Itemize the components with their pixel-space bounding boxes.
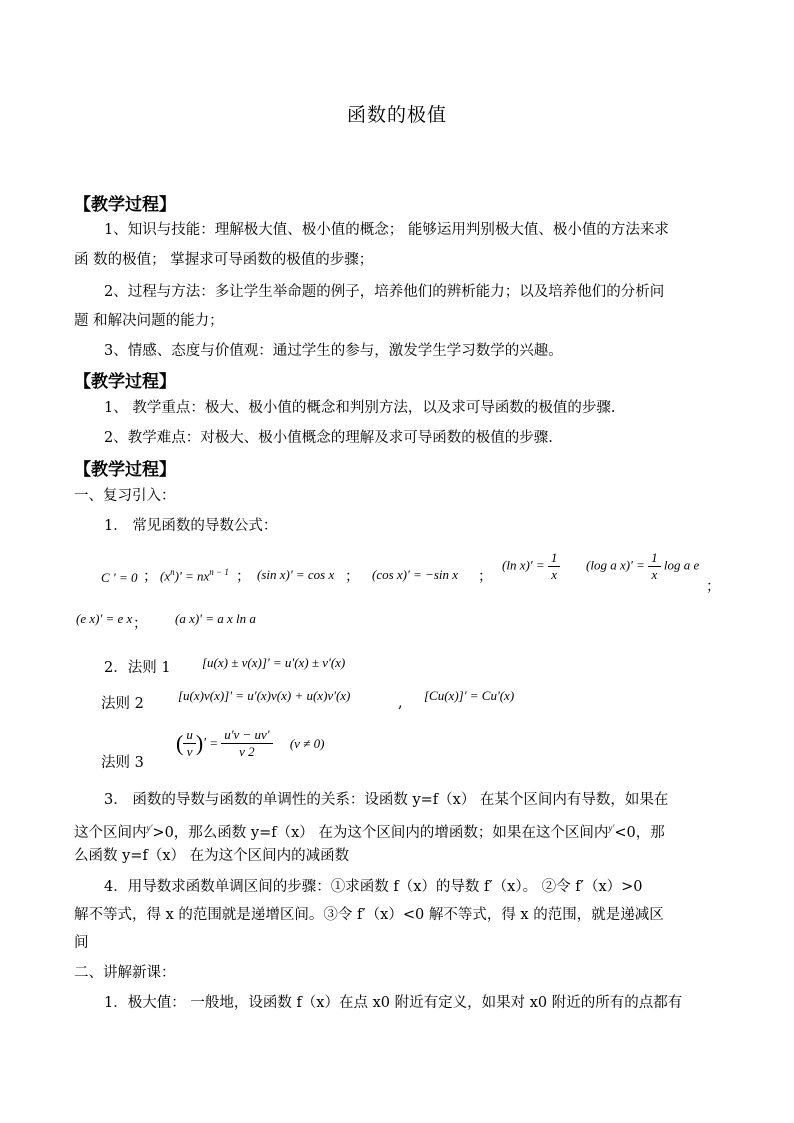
newlesson-heading: 二、讲解新课： [74, 965, 176, 981]
goal-3: 3、情感、态度与价值观：通过学生的参与，激发学生学习数学的兴趣。 [104, 343, 563, 359]
separator: ； [236, 569, 251, 585]
formula-constant: C ' = 0 [101, 570, 138, 585]
goal-2-line-1: 2、过程与方法：多让学生举命题的例子，培养他们的辨析能力；以及培养他们的分析问 [104, 284, 665, 300]
review-item-1: 1． 常见函数的导数公式： [104, 518, 278, 534]
focus-1: 1、 教学重点：极大、极小值的概念和判别方法，以及求可导函数的极值的步骤. [104, 400, 616, 416]
section-heading-1: 【教学过程】 [74, 195, 176, 215]
separator: ； [133, 616, 148, 632]
section-heading-3: 【教学过程】 [74, 460, 176, 480]
separator: ； [143, 569, 158, 585]
review-item-4-line-3: 间 [74, 935, 89, 951]
rule-2-formula-a: [u(x)v(x)]' = u'(x)v(x) + u(x)v'(x) [178, 688, 351, 703]
review-item-3-line-2: 这个区间内$^{y'}$>0，那么函数 y=f（x） 在为这个区间内的增函数；如果在这个区间内$^{y'}$<0，那 [74, 823, 665, 841]
rule-3-label: 法则 3 [101, 755, 144, 771]
formula-ax: (a x)' = a x ln a [175, 611, 256, 626]
review-item-3-line-1: 3． 函数的导数与函数的单调性的关系：设函数 y=f（x） 在某个区间内有导数，如果在 [104, 792, 669, 808]
separator: ； [706, 579, 721, 595]
formula-exp: (e x)' = e x [76, 611, 133, 626]
rule-3-formula: ( $\frac{u}{v}$ )' = $\frac{u'v - uv'}{v 2}$ (v ≠ 0) [176, 727, 325, 759]
separator: ； [478, 569, 493, 585]
focus-2: 2、教学难点：对极大、极小值概念的理解及求可导函数的极值的步骤. [104, 430, 553, 446]
rule-2-formula-b: [Cu(x)]' = Cu'(x) [424, 688, 515, 703]
formula-log: (log a x)' = $\frac{1}{x}$ log a e [586, 550, 700, 582]
formula-sin: (sin x)' = cos x [257, 567, 335, 582]
rule-2-label: 法则 2 [101, 696, 144, 712]
review-item-3-line-3: 么函数 y=f（x） 在为这个区间内的减函数 [74, 848, 350, 864]
rule-1-label: 2．法则 1 [104, 660, 171, 676]
separator: ； [345, 569, 360, 585]
goal-1-line-2: 函 数的极值； 掌握求可导函数的极值的步骤； [74, 252, 374, 268]
goal-2-line-2: 题 和解决问题的能力； [74, 313, 224, 329]
page-title: 函数的极值 [346, 104, 447, 126]
goal-1-line-1: 1、知识与技能：理解极大值、极小值的概念； 能够运用判别极大值、极小值的方法来求 [104, 222, 669, 238]
formula-power: $(x^n)' = nx^{n - 1}$ [160, 567, 229, 584]
newlesson-item-1: 1．极大值： 一般地，设函数 f（x）在点 x0 附近有定义，如果对 x0 附近的所有的点都有 [104, 995, 683, 1011]
review-item-4-line-2: 解不等式，得 x 的范围就是递增区间。③令 f′（x）<0 解不等式，得 x 的范围，就是递减区 [74, 907, 664, 923]
review-item-4-line-1: 4．用导数求函数单调区间的步骤：①求函数 f（x）的导数 f′（x）。 ②令 f′（x）>0 [104, 879, 643, 895]
formula-ln: (ln x)' = $\frac{1}{x}$ [502, 550, 560, 583]
section-heading-2: 【教学过程】 [74, 372, 176, 392]
rule-1-formula: [u(x) ± v(x)]' = u'(x) ± v'(x) [202, 655, 346, 670]
comma: , [398, 695, 403, 711]
formula-cos: (cos x)' = −sin x [372, 567, 459, 582]
review-heading: 一、复习引入： [74, 488, 176, 504]
